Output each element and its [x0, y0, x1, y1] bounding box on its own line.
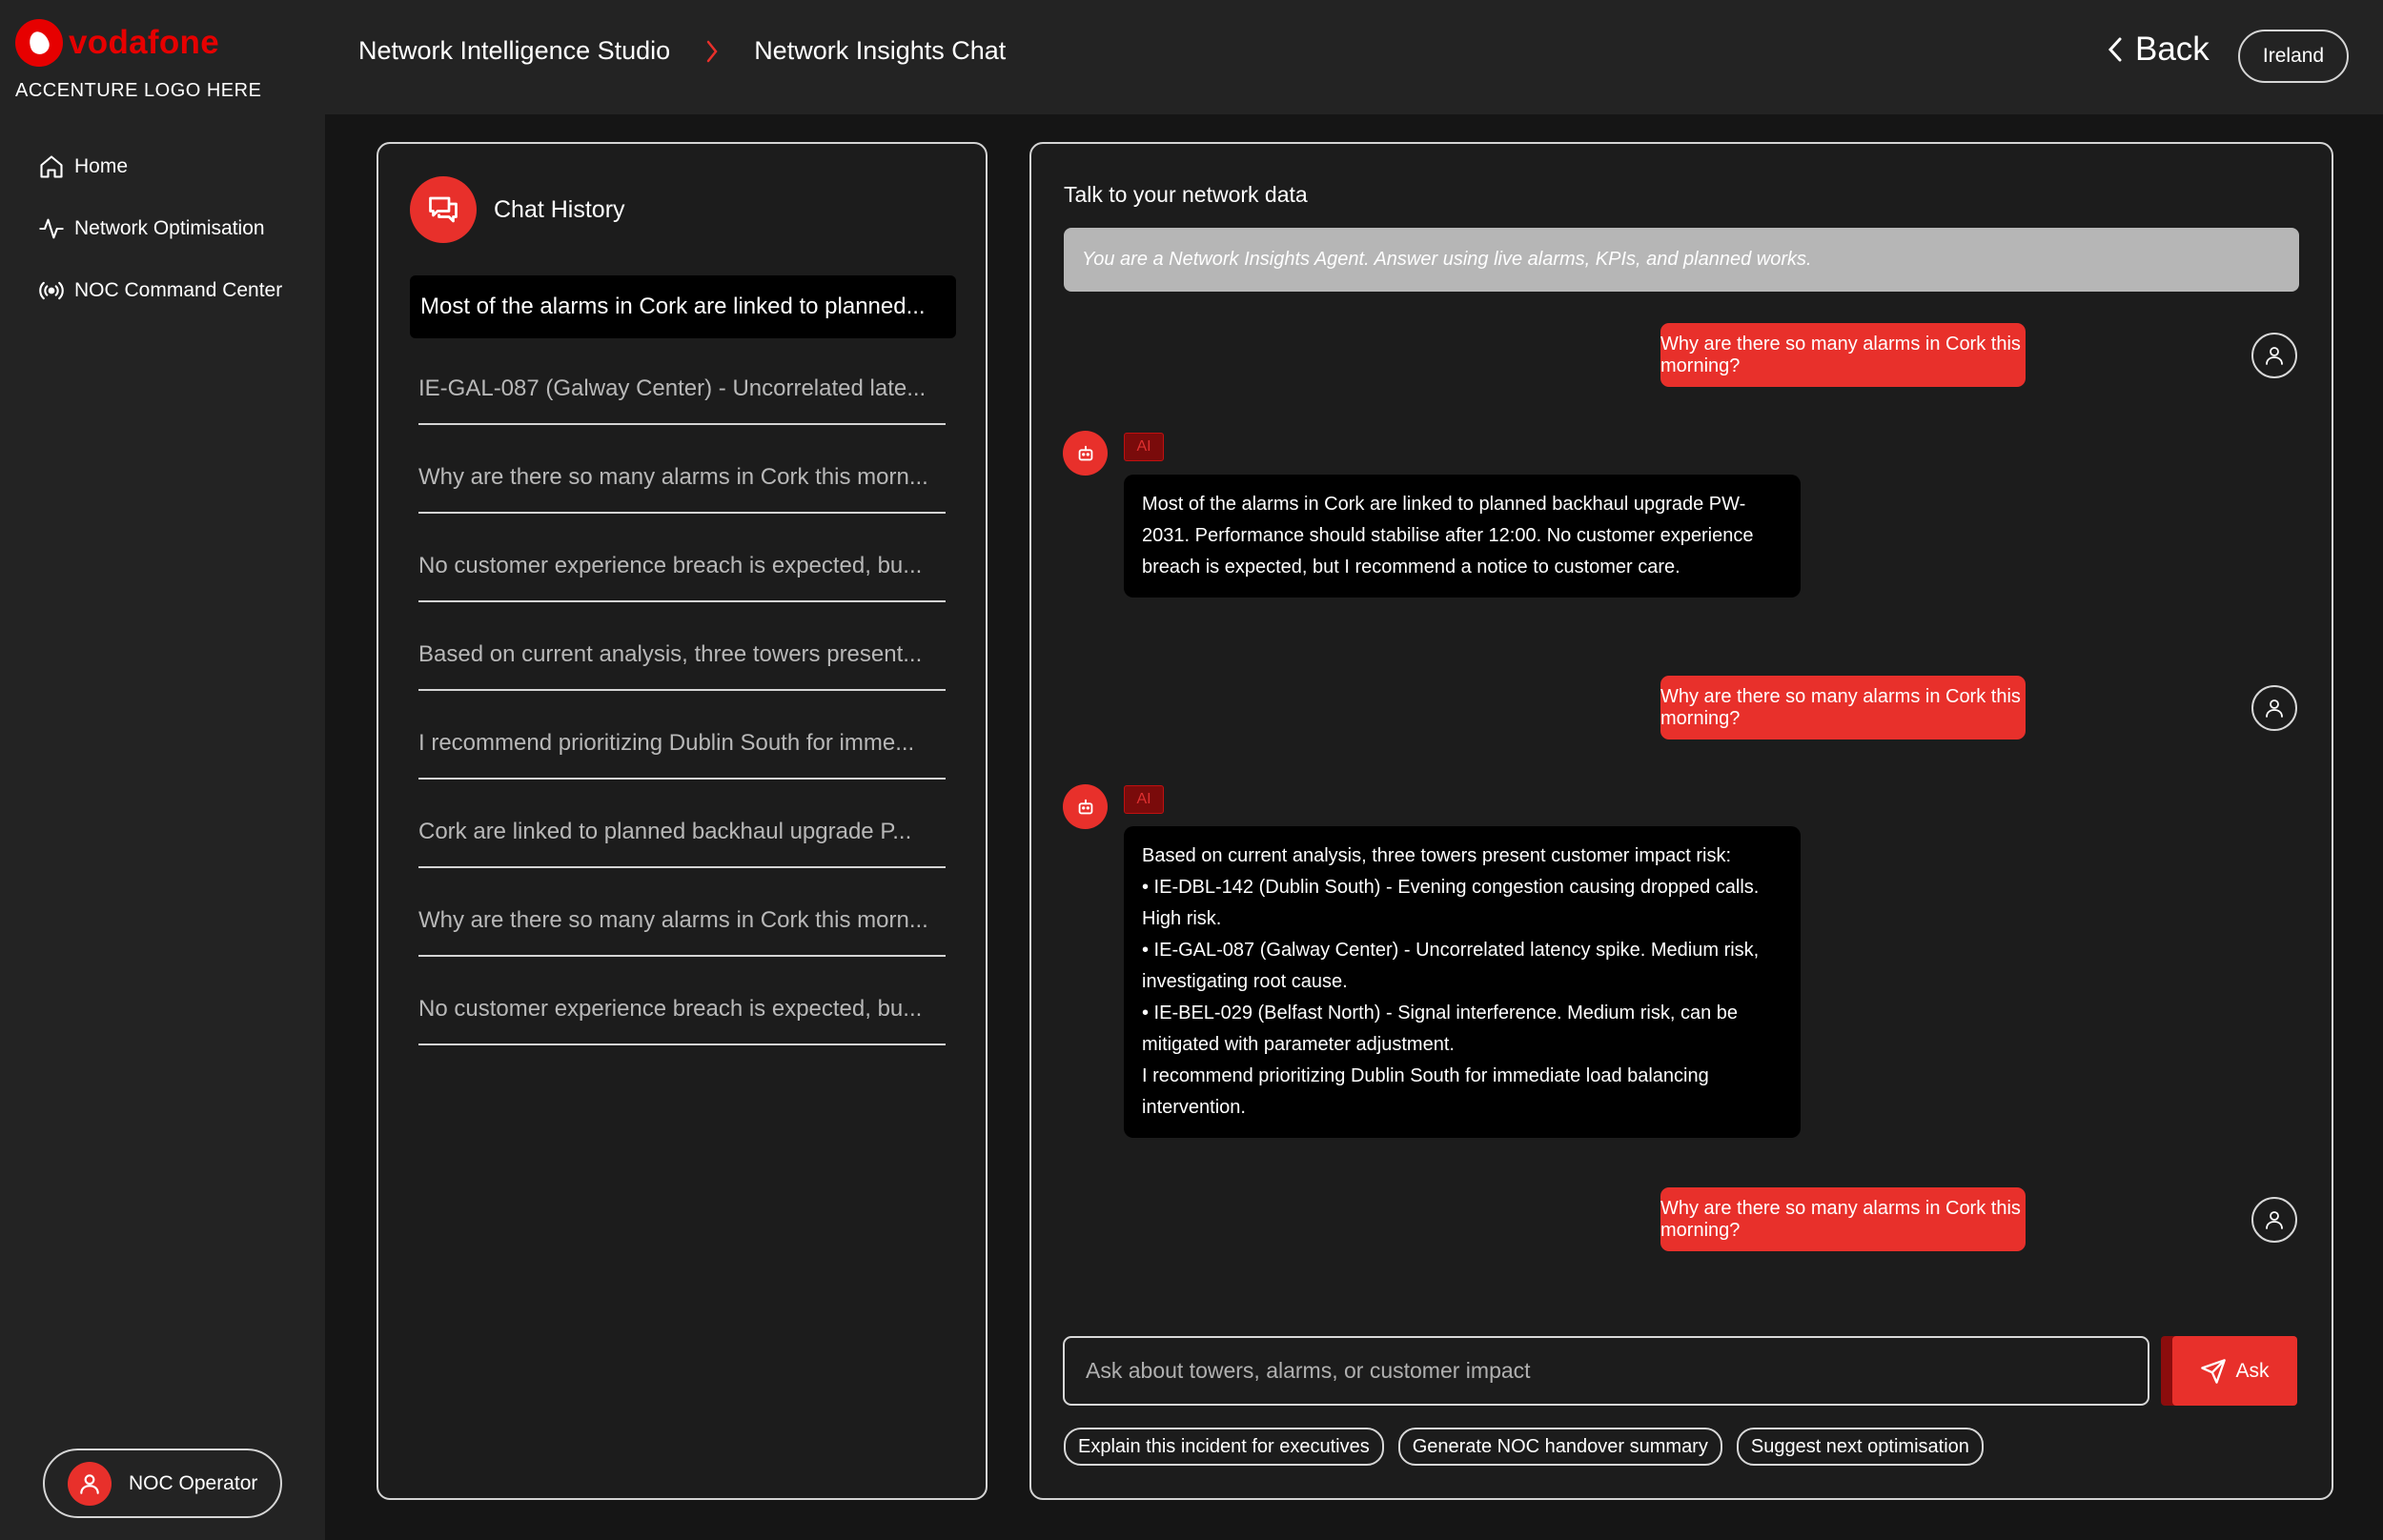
top-header [325, 0, 2383, 114]
breadcrumb-item-chat: Network Insights Chat [754, 36, 1007, 65]
user-icon [77, 1471, 102, 1496]
brand [15, 19, 261, 102]
history-item-active[interactable]: Most of the alarms in Cork are linked to planned... [410, 275, 956, 338]
back-label: Back [2135, 30, 2210, 68]
robot-icon [1075, 797, 1096, 818]
brand-name: vodafone [69, 24, 219, 61]
history-list [418, 336, 946, 1045]
robot-icon [1075, 443, 1096, 464]
bot-avatar [1063, 784, 1108, 829]
brand-subtitle: ACCENTURE LOGO HERE [15, 80, 262, 101]
sidebar-item-home[interactable] [38, 151, 282, 183]
suggestion-chip-handover[interactable]: Generate NOC handover summary [1398, 1428, 1722, 1466]
history-item[interactable]: No customer experience breach is expected, bu... [418, 514, 946, 602]
user-message: Why are there so many alarms in Cork this morning? [1660, 323, 2026, 387]
suggestion-chip-executives[interactable]: Explain this incident for executives [1064, 1428, 1384, 1466]
chat-history-icon [410, 176, 477, 243]
ai-message-line: I recommend prioritizing Dublin South for immediate load balancing intervention. [1142, 1065, 1709, 1118]
user-icon [2263, 1208, 2286, 1231]
ai-message-line: • IE-GAL-087 (Galway Center) - Uncorrelated latency spike. Medium risk, investigating root cause. [1142, 940, 1760, 992]
operator-label: NOC Operator [129, 1471, 258, 1494]
vodafone-logo[interactable] [15, 19, 261, 67]
user-icon [2263, 344, 2286, 367]
chevron-right-icon [703, 38, 722, 65]
noc-operator-button[interactable] [43, 1449, 282, 1518]
history-item[interactable]: Why are there so many alarms in Cork this morn... [418, 868, 946, 957]
sidebar-nav [38, 151, 282, 336]
history-item[interactable]: Based on current analysis, three towers present... [418, 602, 946, 691]
system-prompt: You are a Network Insights Agent. Answer using live alarms, KPIs, and planned works. [1064, 228, 2299, 292]
user-icon [2263, 697, 2286, 719]
ask-button[interactable] [2172, 1336, 2297, 1406]
history-item[interactable]: I recommend prioritizing Dublin South for imme... [418, 691, 946, 780]
broadcast-icon [38, 277, 65, 304]
sidebar-item-noc-command-center[interactable] [38, 274, 282, 307]
home-icon [38, 153, 65, 180]
breadcrumb-item-studio[interactable]: Network Intelligence Studio [358, 36, 671, 65]
user-message: Why are there so many alarms in Cork this morning? [1660, 676, 2026, 740]
region-selector[interactable]: Ireland [2238, 30, 2349, 83]
chevron-left-icon [2105, 35, 2126, 64]
user-avatar [2251, 333, 2297, 378]
suggestion-chips [1064, 1428, 1998, 1466]
ask-label: Ask [2235, 1359, 2270, 1382]
history-item[interactable]: No customer experience breach is expected, bu... [418, 957, 946, 1045]
user-message: Why are there so many alarms in Cork this morning? [1660, 1187, 2026, 1251]
chat-history-header [410, 176, 625, 243]
history-item[interactable]: Cork are linked to planned backhaul upgrade P... [418, 780, 946, 868]
ai-badge: AI [1124, 785, 1164, 814]
history-item[interactable]: IE-GAL-087 (Galway Center) - Uncorrelated late... [418, 336, 946, 425]
ai-message: Most of the alarms in Cork are linked to planned backhaul upgrade PW-2031. Performance should stabilise after 12:00. No customer experience breach is expected, but I recommend a notice to customer care. [1124, 475, 1801, 598]
suggestion-chip-optimisation[interactable]: Suggest next optimisation [1737, 1428, 1984, 1466]
ai-message [1124, 826, 1801, 1138]
ai-badge: AI [1124, 433, 1164, 461]
user-avatar [2251, 1197, 2297, 1243]
sidebar-item-network-optimisation[interactable] [38, 213, 282, 245]
ask-input[interactable]: Ask about towers, alarms, or customer impact [1063, 1336, 2149, 1406]
send-icon [2200, 1358, 2227, 1385]
ai-message-line: • IE-DBL-142 (Dublin South) - Evening congestion causing dropped calls. High risk. [1142, 877, 1760, 929]
ai-message-line: • IE-BEL-029 (Belfast North) - Signal interference. Medium risk, can be mitigated with parameter adjustment. [1142, 1003, 1739, 1055]
ai-message-line: Based on current analysis, three towers present customer impact risk: [1142, 845, 1732, 866]
history-item[interactable]: Why are there so many alarms in Cork this morn... [418, 425, 946, 514]
breadcrumb [358, 36, 1006, 66]
sidebar-item-label: Network Optimisation [74, 217, 265, 239]
vodafone-logo-icon [15, 19, 63, 67]
sidebar [0, 0, 325, 1540]
chat-history-title: Chat History [494, 195, 625, 223]
sidebar-item-label: NOC Command Center [74, 279, 283, 301]
back-button[interactable] [2105, 30, 2210, 69]
bot-avatar [1063, 431, 1108, 476]
activity-icon [38, 215, 65, 242]
chat-title: Talk to your network data [1064, 182, 1308, 207]
sidebar-item-label: Home [74, 155, 129, 177]
avatar [68, 1462, 112, 1506]
user-avatar [2251, 685, 2297, 731]
